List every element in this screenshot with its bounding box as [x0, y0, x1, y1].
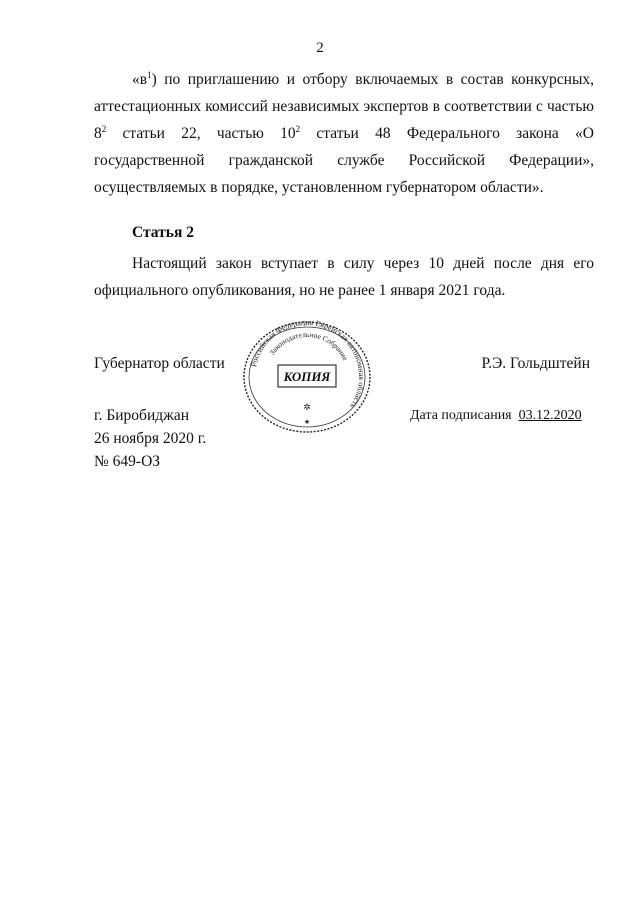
- superscript-2: 2: [101, 124, 107, 134]
- article-heading: Статья 2: [132, 224, 194, 241]
- amendment-part-b: статьи 22, частью 10: [106, 125, 296, 142]
- stamp-inner-text: Законодательное Собрание: [267, 329, 351, 363]
- stamp-star-icon: ★: [303, 418, 311, 426]
- superscript-1: 1: [147, 70, 152, 80]
- amendment-part-a: ) по приглашению и отбору включаемых в состав конкурсных, аттестационных комиссий независимых экспертов в соответствии с частью 8: [94, 71, 594, 142]
- stamp-outer-text: Российская Федерация Еврейская автономная область: [249, 318, 367, 411]
- superscript-3: 2: [295, 124, 301, 134]
- paragraph-entry-into-force: Настоящий закон вступает в силу через 10 дней после дня его официального опубликования, но не ранее 1 января 2021 года.: [94, 255, 594, 299]
- amendment-part-c: статьи 48 Федерального закона «О государственной гражданской службе Российской Федерации», осуществляемых в порядке, установленном губернатором области».: [94, 125, 594, 196]
- signature-title: Губернатор области: [94, 355, 225, 372]
- place-city: г. Биробиджан: [94, 407, 190, 424]
- signing-date: [410, 408, 582, 424]
- place-block: [94, 404, 206, 473]
- official-stamp: [240, 318, 374, 436]
- law-number: № 649-ОЗ: [94, 453, 161, 470]
- place-date: 26 ноября 2020 г.: [94, 430, 207, 447]
- amendment-prefix: «в: [132, 71, 148, 88]
- paragraph-amendment: [94, 66, 594, 201]
- page-number: 2: [316, 40, 324, 56]
- stamp-center-text: КОПИЯ: [283, 369, 331, 384]
- signing-date-label: Дата подписания: [410, 408, 512, 423]
- signing-date-value: 03.12.2020: [518, 408, 582, 423]
- signature-name: Р.Э. Гольдштейн: [481, 355, 590, 372]
- stamp-emblem-icon: ✲: [303, 402, 311, 412]
